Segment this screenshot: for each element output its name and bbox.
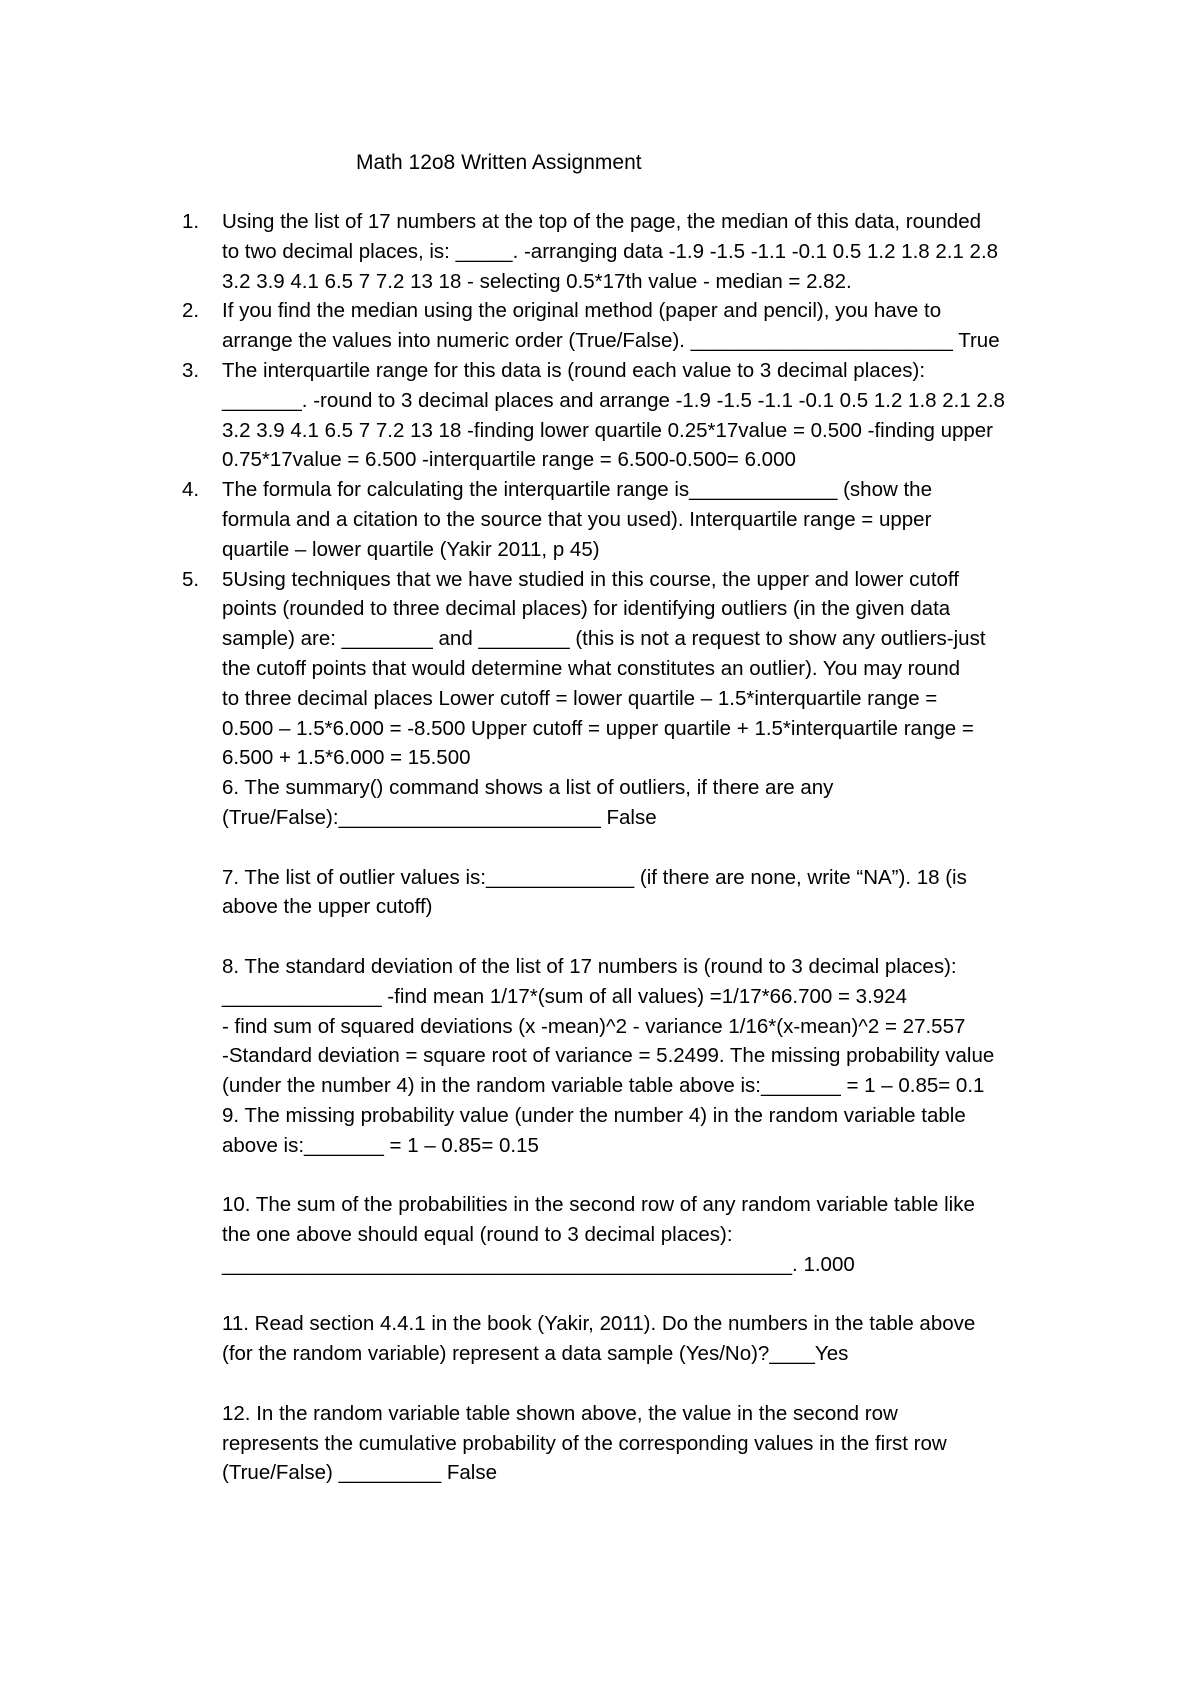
question-line: 11. Read section 4.4.1 in the book (Yakir, 2011). Do the numbers in the table above <box>222 1312 976 1336</box>
question-line: 6. The summary() command shows a list of outliers, if there are any <box>222 776 834 800</box>
question-line: 6.500 + 1.5*6.000 = 15.500 <box>222 746 471 770</box>
question-line: - find sum of squared deviations (x -mean)^2 - variance 1/16*(x-mean)^2 = 27.557 <box>222 1014 966 1038</box>
question-10 <box>182 1190 1102 1279</box>
question-line: represents the cumulative probability of the corresponding values in the first row <box>222 1431 947 1455</box>
question-line: 0.75*17value = 6.500 -interquartile range = 6.500-0.500= 6.000 <box>222 448 796 472</box>
question-line: above is:_______ = 1 – 0.85= 0.15 <box>222 1133 539 1157</box>
question-line: (True/False):_______________________ False <box>222 805 657 829</box>
question-line: If you find the median using the original method (paper and pencil), you have to <box>222 299 942 323</box>
question-number: 5. <box>182 567 200 591</box>
question-line: 0.500 – 1.5*6.000 = -8.500 Upper cutoff = upper quartile + 1.5*interquartile range = <box>222 716 974 740</box>
question-number: 1. <box>182 210 200 233</box>
question-1 <box>182 207 1102 296</box>
question-line: the one above should equal (round to 3 decimal places): <box>222 1223 733 1247</box>
question-line: sample) are: ________ and ________ (this is not a request to show any outliers-just <box>222 627 986 651</box>
question-line: 12. In the random variable table shown above, the value in the second row <box>222 1401 898 1425</box>
question-line: arrange the values into numeric order (True/False). _______________________ True <box>222 329 1000 353</box>
blank-line <box>182 833 1102 863</box>
blank-line <box>182 1280 1102 1310</box>
question-line: Using the list of 17 numbers at the top of the page, the median of this data, rounded <box>222 210 981 233</box>
question-line: __________________________________________________. 1.000 <box>222 1252 855 1276</box>
question-2 <box>182 296 1102 356</box>
question-line: quartile – lower quartile (Yakir 2011, p 45) <box>222 537 600 561</box>
question-line: The formula for calculating the interquartile range is_____________ (show the <box>222 478 932 502</box>
question-line: the cutoff points that would determine what constitutes an outlier). You may round <box>222 656 961 680</box>
question-number: 3. <box>182 358 200 382</box>
assignment-body <box>182 207 1102 1488</box>
blank-line <box>182 922 1102 952</box>
page-title: Math 12o8 Written Assignment <box>356 151 642 174</box>
question-line: to three decimal places Lower cutoff = lower quartile – 1.5*interquartile range = <box>222 686 938 710</box>
question-line: 10. The sum of the probabilities in the second row of any random variable table like <box>222 1193 975 1217</box>
question-number: 4. <box>182 478 200 502</box>
question-line: The interquartile range for this data is (round each value to 3 decimal places): <box>222 358 926 382</box>
question-12 <box>182 1399 1102 1488</box>
question-line: formula and a citation to the source that you used). Interquartile range = upper <box>222 507 932 531</box>
question-line: (for the random variable) represent a data sample (Yes/No)?____Yes <box>222 1342 849 1366</box>
question-4 <box>182 475 1102 564</box>
question-3 <box>182 356 1102 475</box>
question-line: 5Using techniques that we have studied in this course, the upper and lower cutoff <box>222 567 959 591</box>
question-line: points (rounded to three decimal places) for identifying outliers (in the given data <box>222 597 951 621</box>
question-line: ______________ -find mean 1/17*(sum of all values) =1/17*66.700 = 3.924 <box>222 984 907 1008</box>
question-6 <box>182 773 1102 833</box>
question-line: 3.2 3.9 4.1 6.5 7 7.2 13 18 - selecting 0.5*17th value - median = 2.82. <box>222 269 852 293</box>
question-line: 3.2 3.9 4.1 6.5 7 7.2 13 18 -finding lower quartile 0.25*17value = 0.500 -finding upper <box>222 418 994 442</box>
question-line: 9. The missing probability value (under the number 4) in the random variable table <box>222 1103 966 1127</box>
question-line: 8. The standard deviation of the list of 17 numbers is (round to 3 decimal places): <box>222 954 957 978</box>
question-line: (under the number 4) in the random variable table above is:_______ = 1 – 0.85= 0.1 <box>222 1074 985 1098</box>
question-5 <box>182 565 1102 774</box>
question-line: -Standard deviation = square root of variance = 5.2499. The missing probability value <box>222 1044 995 1068</box>
question-line: (True/False) _________ False <box>222 1461 497 1485</box>
question-line: _______. -round to 3 decimal places and arrange -1.9 -1.5 -1.1 -0.1 0.5 1.2 1.8 2.1 2.8 <box>222 388 1005 412</box>
question-line: above the upper cutoff) <box>222 895 433 919</box>
blank-line <box>182 1161 1102 1191</box>
question-number: 2. <box>182 299 200 323</box>
question-9 <box>182 1101 1102 1161</box>
question-11 <box>182 1309 1102 1369</box>
question-7 <box>182 863 1102 923</box>
question-line: 7. The list of outlier values is:_____________ (if there are none, write “NA”). 18 (is <box>222 865 967 889</box>
blank-line <box>182 1369 1102 1399</box>
question-8 <box>182 952 1102 1101</box>
question-line: to two decimal places, is: _____. -arranging data -1.9 -1.5 -1.1 -0.1 0.5 1.2 1.8 2.1 2.8 <box>222 239 999 263</box>
